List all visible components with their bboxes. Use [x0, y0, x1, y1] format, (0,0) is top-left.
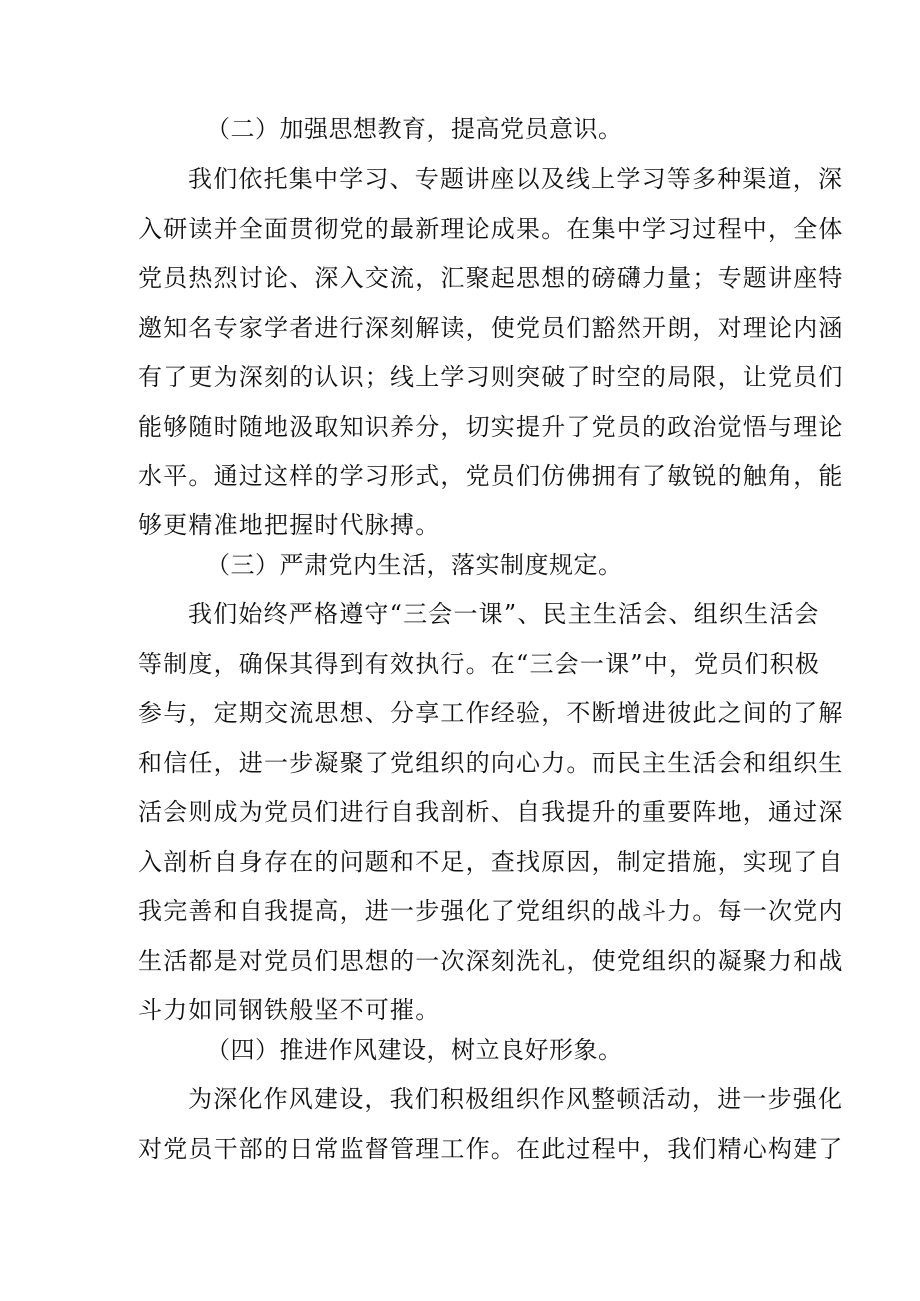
section-heading: （四）推进作风建设，树立良好形象。: [206, 1036, 623, 1064]
section-heading: （二）加强思想教育，提高党员意识。: [206, 115, 623, 143]
paragraph-line: 参与，定期交流思想、分享工作经验，不断增进彼此之间的了解: [138, 699, 844, 727]
paragraph-line: 水平。通过这样的学习形式，党员们仿佛拥有了敏锐的触角，能: [138, 462, 844, 490]
paragraph-line: 生活都是对党员们思想的一次深刻洗礼，使党组织的凝聚力和战: [138, 947, 844, 975]
section-heading: （三）严肃党内生活，落实制度规定。: [206, 551, 623, 579]
paragraph-line: 有了更为深刻的认识；线上学习则突破了时空的局限，让党员们: [138, 363, 844, 391]
paragraph-line: 我们始终严格遵守“三会一课”、民主生活会、组织生活会: [188, 600, 820, 628]
paragraph-line: 活会则成为党员们进行自我剖析、自我提升的重要阵地，通过深: [138, 798, 844, 826]
paragraph-line: 对党员干部的日常监督管理工作。在此过程中，我们精心构建了: [138, 1135, 844, 1163]
paragraph-line: 入研读并全面贯彻党的最新理论成果。在集中学习过程中，全体: [138, 215, 844, 243]
paragraph-line: 等制度，确保其得到有效执行。在“三会一课”中，党员们积极: [138, 650, 821, 678]
paragraph-line: 和信任，进一步凝聚了党组织的向心力。而民主生活会和组织生: [138, 749, 844, 777]
paragraph-line: 我们依托集中学习、专题讲座以及线上学习等多种渠道，深: [188, 165, 844, 193]
paragraph-line: 入剖析自身存在的问题和不足，查找原因，制定措施，实现了自: [138, 848, 844, 876]
paragraph-line: 我完善和自我提高，进一步强化了党组织的战斗力。每一次党内: [138, 897, 844, 925]
paragraph-line: 党员热烈讨论、深入交流，汇聚起思想的磅礴力量；专题讲座特: [138, 264, 844, 292]
paragraph-line: 够更精准地把握时代脉搏。: [138, 511, 441, 539]
paragraph-line: 邀知名专家学者进行深刻解读，使党员们豁然开朗，对理论内涵: [138, 314, 844, 342]
paragraph-line: 为深化作风建设，我们积极组织作风整顿活动，进一步强化: [188, 1085, 844, 1113]
paragraph-line: 斗力如同钢铁般坚不可摧。: [138, 996, 441, 1024]
paragraph-line: 能够随时随地汲取知识养分，切实提升了党员的政治觉悟与理论: [138, 413, 844, 441]
